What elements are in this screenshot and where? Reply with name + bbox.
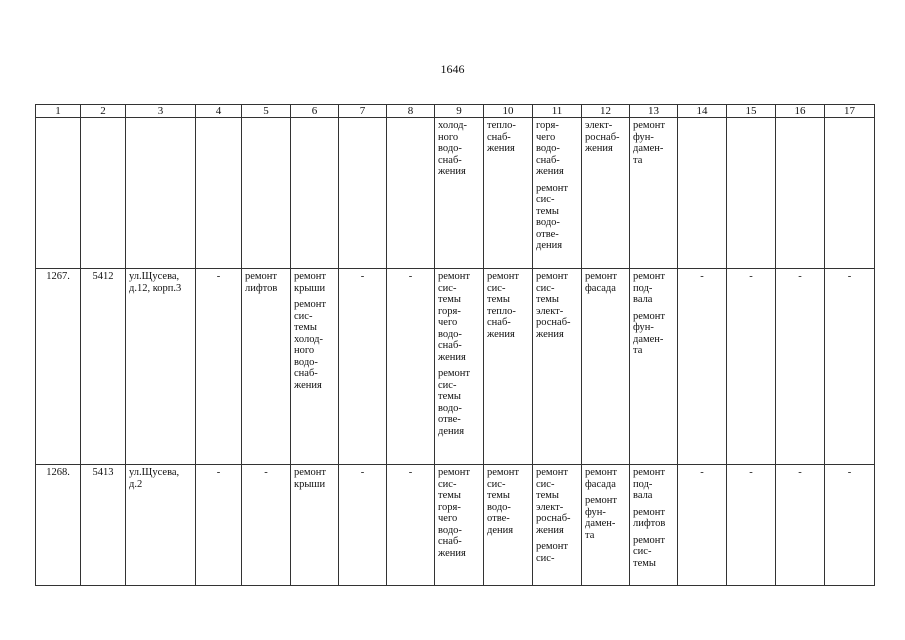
cell-text: - bbox=[847, 271, 852, 282]
work-item: горя- чего водо- снаб- жения bbox=[536, 120, 564, 177]
work-item: ремонт сис- темы холод- ного водо- снаб- жения bbox=[294, 299, 327, 391]
column-number: 14 bbox=[678, 105, 727, 118]
table-cell-col-13 bbox=[630, 118, 678, 269]
table-cell-col-7 bbox=[339, 269, 387, 465]
table-row bbox=[36, 118, 875, 269]
table-cell-col-9 bbox=[435, 118, 484, 269]
column-number: 10 bbox=[484, 105, 533, 118]
column-number: 4 bbox=[196, 105, 242, 118]
column-number: 1 bbox=[36, 105, 81, 118]
column-number: 6 bbox=[291, 105, 339, 118]
table-cell-col-3 bbox=[126, 269, 196, 465]
table-cell-col-17 bbox=[825, 118, 875, 269]
table-cell-col-3 bbox=[126, 465, 196, 586]
table-cell-col-16 bbox=[776, 118, 825, 269]
cell-text: - bbox=[216, 271, 221, 282]
work-item: ремонт сис- темы водо- отве- дения bbox=[438, 368, 471, 437]
table-cell-col-10 bbox=[484, 465, 533, 586]
column-number: 16 bbox=[776, 105, 825, 118]
table-cell-col-17 bbox=[825, 465, 875, 586]
table-cell-col-12 bbox=[582, 269, 630, 465]
table-row bbox=[36, 269, 875, 465]
cell-text: - bbox=[408, 467, 413, 478]
table-cell-col-15 bbox=[727, 118, 776, 269]
work-item: тепло- снаб- жения bbox=[487, 120, 516, 154]
table-cell-col-6 bbox=[291, 118, 339, 269]
table-cell-col-17 bbox=[825, 269, 875, 465]
works-table bbox=[35, 104, 875, 586]
cell-text: - bbox=[749, 467, 753, 478]
table-cell-col-13 bbox=[630, 269, 678, 465]
table-cell-col-1 bbox=[36, 118, 81, 269]
table-cell-col-8 bbox=[387, 465, 435, 586]
table-cell-col-8 bbox=[387, 269, 435, 465]
table-cell-col-2 bbox=[81, 118, 126, 269]
work-item: ремонт сис- темы водо- отве- дения bbox=[487, 467, 520, 536]
table-cell-col-14 bbox=[678, 269, 727, 465]
table-cell-col-2 bbox=[81, 465, 126, 586]
work-item: ремонт сис- темы тепло- снаб- жения bbox=[487, 271, 520, 340]
table-cell-col-14 bbox=[678, 465, 727, 586]
column-number: 15 bbox=[727, 105, 776, 118]
cell-text: - bbox=[798, 467, 802, 478]
table-cell-col-7 bbox=[339, 465, 387, 586]
page-number: 1646 bbox=[440, 62, 465, 76]
table-cell-col-9 bbox=[435, 465, 484, 586]
table-cell-col-15 bbox=[727, 269, 776, 465]
table-cell-col-1 bbox=[36, 465, 81, 586]
work-item: ремонт сис- темы элект- роснаб- жения bbox=[536, 467, 571, 536]
table-cell-col-12 bbox=[582, 118, 630, 269]
table-cell-col-6 bbox=[291, 269, 339, 465]
cell-text: - bbox=[700, 467, 704, 478]
table-cell-col-9 bbox=[435, 269, 484, 465]
table-cell-col-11 bbox=[533, 118, 582, 269]
work-item: ремонт крыши bbox=[294, 271, 327, 294]
cell-text: - bbox=[749, 271, 753, 282]
cell-text: - bbox=[847, 467, 852, 478]
cell-text: 1267. bbox=[46, 271, 70, 282]
table-cell-col-13 bbox=[630, 465, 678, 586]
column-number: 17 bbox=[825, 105, 875, 118]
cell-text: - bbox=[264, 467, 268, 478]
cell-text: ул.Щусева, д.2 bbox=[129, 467, 180, 490]
column-number: 5 bbox=[242, 105, 291, 118]
work-item: ремонт сис- темы элект- роснаб- жения bbox=[536, 271, 571, 340]
table-cell-col-10 bbox=[484, 118, 533, 269]
table-cell-col-11 bbox=[533, 269, 582, 465]
work-item: элект- роснаб- жения bbox=[585, 120, 620, 154]
cell-text: ул.Щусева, д.12, корп.3 bbox=[129, 271, 182, 294]
table-cell-col-8 bbox=[387, 118, 435, 269]
table-cell-col-16 bbox=[776, 465, 825, 586]
table-cell-col-4 bbox=[196, 118, 242, 269]
cell-text: 1268. bbox=[46, 467, 70, 478]
work-item: ремонт лифтов bbox=[245, 271, 278, 294]
column-number: 3 bbox=[126, 105, 196, 118]
work-item: ремонт сис- темы bbox=[633, 534, 666, 569]
column-number: 12 bbox=[582, 105, 630, 118]
cell-text: - bbox=[700, 271, 704, 282]
cell-text: 5413 bbox=[92, 467, 114, 478]
table-cell-col-3 bbox=[126, 118, 196, 269]
table-cell-col-10 bbox=[484, 269, 533, 465]
column-numbers-row bbox=[36, 105, 875, 118]
column-number: 7 bbox=[339, 105, 387, 118]
work-item: ремонт сис- темы водо- отве- дения bbox=[536, 182, 569, 251]
cell-text: 5412 bbox=[92, 271, 114, 282]
work-item: ремонт фасада bbox=[585, 467, 618, 490]
table-cell-col-1 bbox=[36, 269, 81, 465]
table-cell-col-5 bbox=[242, 269, 291, 465]
work-item: ремонт лифтов bbox=[633, 506, 666, 529]
cell-text: - bbox=[216, 467, 221, 478]
column-number: 9 bbox=[435, 105, 484, 118]
table-cell-col-7 bbox=[339, 118, 387, 269]
table-cell-col-14 bbox=[678, 118, 727, 269]
cell-text: - bbox=[408, 271, 413, 282]
table-cell-col-4 bbox=[196, 465, 242, 586]
table-cell-col-16 bbox=[776, 269, 825, 465]
work-item: ремонт под- вала bbox=[633, 271, 666, 305]
column-number: 8 bbox=[387, 105, 435, 118]
table-cell-col-11 bbox=[533, 465, 582, 586]
work-item: ремонт фасада bbox=[585, 271, 618, 294]
work-item: ремонт сис- темы горя- чего водо- снаб- жения bbox=[438, 467, 471, 559]
table-cell-col-5 bbox=[242, 465, 291, 586]
work-item: холод- ного водо- снаб- жения bbox=[438, 120, 467, 177]
cell-text: - bbox=[798, 271, 802, 282]
table-cell-col-4 bbox=[196, 269, 242, 465]
column-number: 2 bbox=[81, 105, 126, 118]
table-cell-col-2 bbox=[81, 269, 126, 465]
table-cell-col-6 bbox=[291, 465, 339, 586]
column-number: 11 bbox=[533, 105, 582, 118]
table-cell-col-12 bbox=[582, 465, 630, 586]
work-item: ремонт под- вала bbox=[633, 467, 666, 501]
cell-text: - bbox=[360, 467, 365, 478]
cell-text: - bbox=[360, 271, 365, 282]
table-cell-col-5 bbox=[242, 118, 291, 269]
column-number: 13 bbox=[630, 105, 678, 118]
work-item: ремонт крыши bbox=[294, 467, 327, 490]
work-item: ремонт сис- темы горя- чего водо- снаб- жения bbox=[438, 271, 471, 363]
table-row bbox=[36, 465, 875, 586]
work-item: ремонт фун- дамен- та bbox=[633, 120, 666, 166]
table-cell-col-15 bbox=[727, 465, 776, 586]
work-item: ремонт фун- дамен- та bbox=[633, 310, 666, 356]
work-item: ремонт сис- bbox=[536, 541, 569, 564]
work-item: ремонт фун- дамен- та bbox=[585, 495, 618, 541]
